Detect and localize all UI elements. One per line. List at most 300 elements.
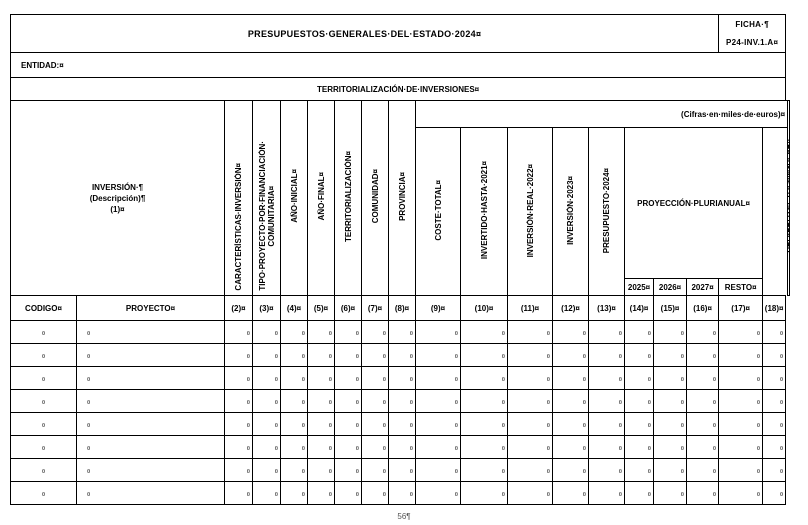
cell-mark: ¤ <box>454 376 458 383</box>
cell-mark: ¤ <box>454 353 458 360</box>
cell-mark: ¤ <box>274 399 278 406</box>
table-row <box>11 367 790 390</box>
col-num: (8)¤ <box>389 296 416 321</box>
proyecto-cell[interactable] <box>77 436 225 459</box>
value-cell[interactable] <box>719 413 763 436</box>
cell-mark: ¤ <box>454 491 458 498</box>
value-cell[interactable] <box>416 344 461 367</box>
col-num: (18)¤ <box>763 296 786 321</box>
value-cell[interactable] <box>281 482 308 505</box>
col-territorializacion: TERRITORIALIZACIÓN¤ <box>335 101 362 296</box>
value-cell[interactable] <box>589 482 625 505</box>
cell-mark: ¤ <box>355 491 359 498</box>
value-cell[interactable] <box>763 367 786 390</box>
cell-mark: ¤ <box>618 376 622 383</box>
cell-mark: ¤ <box>501 353 505 360</box>
proyecto-cell[interactable] <box>77 390 225 413</box>
cell-mark: ¤ <box>409 330 413 337</box>
cell-mark: ¤ <box>382 422 386 429</box>
cell-mark: ¤ <box>355 399 359 406</box>
value-cell[interactable] <box>654 436 687 459</box>
value-cell[interactable] <box>654 344 687 367</box>
cell-mark: ¤ <box>712 330 717 337</box>
value-cell[interactable] <box>763 390 786 413</box>
cell-mark: ¤ <box>582 330 586 337</box>
value-cell[interactable] <box>281 390 308 413</box>
col-num: (7)¤ <box>362 296 389 321</box>
cell-mark: ¤ <box>87 468 91 475</box>
value-cell[interactable] <box>281 413 308 436</box>
cell-mark: ¤ <box>618 422 622 429</box>
cell-mark: ¤ <box>582 491 586 498</box>
cell-mark: ¤ <box>501 468 505 475</box>
cell-mark: ¤ <box>779 468 784 475</box>
cell-mark: ¤ <box>712 399 717 406</box>
cell-mark: ¤ <box>454 422 458 429</box>
inversion-num: (1)¤ <box>110 204 125 214</box>
value-cell[interactable] <box>335 390 362 413</box>
col-anio-inicial: AÑO·INICIAL¤ <box>281 101 308 296</box>
value-cell[interactable] <box>763 436 786 459</box>
cell-mark: ¤ <box>355 330 359 337</box>
table-row <box>11 321 790 344</box>
value-cell[interactable] <box>416 413 461 436</box>
value-cell[interactable] <box>553 367 589 390</box>
cell-mark: ¤ <box>274 376 278 383</box>
value-cell[interactable] <box>654 413 687 436</box>
codigo-cell[interactable] <box>11 436 77 459</box>
col-num: (14)¤ <box>625 296 654 321</box>
value-cell[interactable] <box>508 344 553 367</box>
cell-mark: ¤ <box>712 445 717 452</box>
cell-mark: ¤ <box>328 376 332 383</box>
col-num: (6)¤ <box>335 296 362 321</box>
value-cell[interactable] <box>225 321 253 344</box>
proyecto-cell[interactable] <box>77 482 225 505</box>
value-cell[interactable] <box>719 436 763 459</box>
col-tipo-singular <box>788 101 790 296</box>
value-cell[interactable] <box>225 482 253 505</box>
codigo-cell[interactable] <box>11 482 77 505</box>
cell-mark: ¤ <box>355 422 359 429</box>
value-cell[interactable] <box>253 367 281 390</box>
cell-mark: ¤ <box>87 422 91 429</box>
cell-mark: ¤ <box>582 445 586 452</box>
value-cell[interactable] <box>687 459 719 482</box>
cell-mark: ¤ <box>328 422 332 429</box>
value-cell[interactable] <box>553 459 589 482</box>
col-num: (4)¤ <box>281 296 308 321</box>
value-cell[interactable] <box>687 390 719 413</box>
value-cell[interactable] <box>625 390 654 413</box>
col-coste-total: COSTE·TOTAL¤ <box>416 128 461 296</box>
value-cell[interactable] <box>362 367 389 390</box>
cell-mark: ¤ <box>546 376 550 383</box>
cell-mark: ¤ <box>41 422 46 429</box>
value-cell[interactable] <box>281 344 308 367</box>
cell-mark: ¤ <box>274 445 278 452</box>
value-cell[interactable] <box>687 367 719 390</box>
cell-mark: ¤ <box>680 376 684 383</box>
cell-mark: ¤ <box>328 445 332 452</box>
cell-mark: ¤ <box>246 445 250 452</box>
cell-mark: ¤ <box>712 422 717 429</box>
value-cell[interactable] <box>654 459 687 482</box>
value-cell[interactable] <box>687 344 719 367</box>
value-cell[interactable] <box>362 344 389 367</box>
cell-mark: ¤ <box>87 445 91 452</box>
value-cell[interactable] <box>362 413 389 436</box>
cell-mark: ¤ <box>301 330 305 337</box>
value-cell[interactable] <box>589 367 625 390</box>
cell-mark: ¤ <box>382 445 386 452</box>
cell-mark: ¤ <box>382 330 386 337</box>
cell-mark: ¤ <box>301 399 305 406</box>
value-cell[interactable] <box>553 390 589 413</box>
inversion-label: INVERSIÓN·¶ <box>91 182 144 192</box>
value-cell[interactable] <box>416 367 461 390</box>
value-cell[interactable] <box>389 459 416 482</box>
year-2027: 2027¤ <box>687 279 719 296</box>
value-cell[interactable] <box>308 344 335 367</box>
value-cell[interactable] <box>719 344 763 367</box>
value-cell[interactable] <box>763 482 786 505</box>
value-cell[interactable] <box>308 390 335 413</box>
value-cell[interactable] <box>253 459 281 482</box>
value-cell[interactable] <box>416 459 461 482</box>
value-cell[interactable] <box>308 482 335 505</box>
proyecto-cell[interactable] <box>77 413 225 436</box>
value-cell[interactable] <box>625 367 654 390</box>
value-cell[interactable] <box>308 367 335 390</box>
value-cell[interactable] <box>625 482 654 505</box>
value-cell[interactable] <box>654 321 687 344</box>
value-cell[interactable] <box>225 436 253 459</box>
cell-mark: ¤ <box>712 468 717 475</box>
cell-mark: ¤ <box>246 353 250 360</box>
value-cell[interactable] <box>308 413 335 436</box>
entity-label: ENTIDAD:¤ <box>11 53 786 78</box>
section-row <box>11 78 790 101</box>
value-cell[interactable] <box>508 436 553 459</box>
proyecto-cell[interactable] <box>77 321 225 344</box>
proyecto-cell[interactable] <box>77 367 225 390</box>
value-cell[interactable] <box>763 321 786 344</box>
cell-mark: ¤ <box>328 353 332 360</box>
value-cell[interactable] <box>553 436 589 459</box>
value-cell[interactable] <box>553 413 589 436</box>
value-cell[interactable] <box>461 459 508 482</box>
cell-mark: ¤ <box>274 330 278 337</box>
value-cell[interactable] <box>362 482 389 505</box>
value-cell[interactable] <box>335 436 362 459</box>
cell-mark: ¤ <box>382 491 386 498</box>
cell-mark: ¤ <box>680 399 684 406</box>
cell-mark: ¤ <box>87 399 91 406</box>
value-cell[interactable] <box>461 436 508 459</box>
col-caracteristicas: CARACTERÍSTICAS·INVERSIÓN¤ <box>225 101 253 296</box>
value-cell[interactable] <box>763 459 786 482</box>
cell-mark: ¤ <box>618 353 622 360</box>
value-cell[interactable] <box>225 459 253 482</box>
cell-mark: ¤ <box>246 330 250 337</box>
cell-mark: ¤ <box>779 330 784 337</box>
value-cell[interactable] <box>225 413 253 436</box>
year-resto: RESTO¤ <box>719 279 763 296</box>
value-cell[interactable] <box>335 321 362 344</box>
value-cell[interactable] <box>719 459 763 482</box>
value-cell[interactable] <box>335 482 362 505</box>
col-num: (11)¤ <box>508 296 553 321</box>
value-cell[interactable] <box>589 344 625 367</box>
value-cell[interactable] <box>687 482 719 505</box>
value-cell[interactable] <box>719 482 763 505</box>
col-num: (16)¤ <box>687 296 719 321</box>
value-cell[interactable] <box>508 482 553 505</box>
value-cell[interactable] <box>281 321 308 344</box>
table-row <box>11 413 790 436</box>
value-cell[interactable] <box>225 367 253 390</box>
cell-mark: ¤ <box>87 491 91 498</box>
cell-mark: ¤ <box>756 399 761 406</box>
value-cell[interactable] <box>461 344 508 367</box>
value-cell[interactable] <box>416 482 461 505</box>
value-cell[interactable] <box>389 390 416 413</box>
value-cell[interactable] <box>589 321 625 344</box>
ficha-label: FICHA·¶ <box>735 19 769 29</box>
codigo-cell[interactable] <box>11 367 77 390</box>
value-cell[interactable] <box>508 367 553 390</box>
cell-mark: ¤ <box>712 491 717 498</box>
value-cell[interactable] <box>508 459 553 482</box>
cell-mark: ¤ <box>301 376 305 383</box>
cell-mark: ¤ <box>546 399 550 406</box>
cell-mark: ¤ <box>618 491 622 498</box>
value-cell[interactable] <box>589 413 625 436</box>
value-cell[interactable] <box>763 413 786 436</box>
cell-mark: ¤ <box>454 445 458 452</box>
cell-mark: ¤ <box>501 330 505 337</box>
cell-mark: ¤ <box>301 491 305 498</box>
cell-mark: ¤ <box>409 491 413 498</box>
cell-mark: ¤ <box>409 422 413 429</box>
proyeccion-plurianual: PROYECCIÓN·PLURIANUAL¤ <box>625 128 763 279</box>
value-cell[interactable] <box>416 321 461 344</box>
cell-mark: ¤ <box>618 445 622 452</box>
value-cell[interactable] <box>719 390 763 413</box>
value-cell[interactable] <box>461 390 508 413</box>
cell-mark: ¤ <box>647 399 651 406</box>
value-cell[interactable] <box>508 413 553 436</box>
value-cell[interactable] <box>589 459 625 482</box>
value-cell[interactable] <box>308 459 335 482</box>
cell-mark: ¤ <box>546 330 550 337</box>
title-row <box>11 15 790 53</box>
codigo-cell[interactable] <box>11 413 77 436</box>
value-cell[interactable] <box>335 413 362 436</box>
cell-mark: ¤ <box>680 468 684 475</box>
value-cell[interactable] <box>253 344 281 367</box>
codigo-cell[interactable] <box>11 459 77 482</box>
value-cell[interactable] <box>719 367 763 390</box>
value-cell[interactable] <box>253 321 281 344</box>
value-cell[interactable] <box>625 413 654 436</box>
cell-mark: ¤ <box>680 330 684 337</box>
cell-mark: ¤ <box>501 399 505 406</box>
cell-mark: ¤ <box>355 445 359 452</box>
col-tipo-financiacion: TIPO·PROYECTO·POR·FINANCIACIÓN· COMUNITARIA¤ <box>253 101 281 296</box>
cell-mark: ¤ <box>546 353 550 360</box>
cell-mark: ¤ <box>41 445 46 452</box>
cell-mark: ¤ <box>647 422 651 429</box>
cell-mark: ¤ <box>301 445 305 452</box>
value-cell[interactable] <box>461 482 508 505</box>
value-cell[interactable] <box>461 321 508 344</box>
value-cell[interactable] <box>225 390 253 413</box>
col-num: (9)¤ <box>416 296 461 321</box>
cell-mark: ¤ <box>712 376 717 383</box>
value-cell[interactable] <box>654 390 687 413</box>
codigo-cell[interactable] <box>11 390 77 413</box>
value-cell[interactable] <box>308 321 335 344</box>
value-cell[interactable] <box>625 321 654 344</box>
cell-mark: ¤ <box>355 376 359 383</box>
cell-mark: ¤ <box>618 468 622 475</box>
cell-mark: ¤ <box>454 330 458 337</box>
value-cell[interactable] <box>389 367 416 390</box>
value-cell[interactable] <box>389 413 416 436</box>
value-cell[interactable] <box>508 321 553 344</box>
cell-mark: ¤ <box>274 491 278 498</box>
value-cell[interactable] <box>335 344 362 367</box>
value-cell[interactable] <box>719 321 763 344</box>
value-cell[interactable] <box>253 436 281 459</box>
cell-mark: ¤ <box>87 353 91 360</box>
cell-mark: ¤ <box>41 376 46 383</box>
value-cell[interactable] <box>416 436 461 459</box>
cell-mark: ¤ <box>680 422 684 429</box>
table-row <box>11 459 790 482</box>
cell-mark: ¤ <box>546 422 550 429</box>
value-cell[interactable] <box>553 344 589 367</box>
cell-mark: ¤ <box>382 353 386 360</box>
cell-mark: ¤ <box>87 330 91 337</box>
value-cell[interactable] <box>763 344 786 367</box>
value-cell[interactable] <box>654 367 687 390</box>
value-cell[interactable] <box>253 390 281 413</box>
cell-mark: ¤ <box>756 422 761 429</box>
value-cell[interactable] <box>553 482 589 505</box>
cell-mark: ¤ <box>618 399 622 406</box>
value-cell[interactable] <box>281 436 308 459</box>
value-cell[interactable] <box>625 436 654 459</box>
cell-mark: ¤ <box>546 468 550 475</box>
value-cell[interactable] <box>389 436 416 459</box>
cell-mark: ¤ <box>756 330 761 337</box>
value-cell[interactable] <box>389 344 416 367</box>
value-cell[interactable] <box>687 413 719 436</box>
value-cell[interactable] <box>687 436 719 459</box>
cell-mark: ¤ <box>501 445 505 452</box>
section-title: TERRITORIALIZACIÓN·DE·INVERSIONES¤ <box>11 78 786 101</box>
value-cell[interactable] <box>416 390 461 413</box>
value-cell[interactable] <box>508 390 553 413</box>
cell-mark: ¤ <box>382 399 386 406</box>
cell-mark: ¤ <box>546 491 550 498</box>
cell-mark: ¤ <box>582 353 586 360</box>
value-cell[interactable] <box>253 413 281 436</box>
value-cell[interactable] <box>281 367 308 390</box>
cell-mark: ¤ <box>382 468 386 475</box>
value-cell[interactable] <box>225 344 253 367</box>
col-inversion-real-2022: INVERSIÓN·REAL·2022¤ <box>508 128 553 296</box>
cell-mark: ¤ <box>756 376 761 383</box>
cell-mark: ¤ <box>409 376 413 383</box>
value-cell[interactable] <box>335 367 362 390</box>
value-cell[interactable] <box>461 367 508 390</box>
value-cell[interactable] <box>362 321 389 344</box>
cell-mark: ¤ <box>328 330 332 337</box>
value-cell[interactable] <box>589 436 625 459</box>
cell-mark: ¤ <box>274 353 278 360</box>
cell-mark: ¤ <box>582 399 586 406</box>
col-inversion-2023: INVERSIÓN·2023¤ <box>553 128 589 296</box>
value-cell[interactable] <box>389 321 416 344</box>
code-row <box>11 296 790 321</box>
value-cell[interactable] <box>253 482 281 505</box>
cell-mark: ¤ <box>41 468 46 475</box>
cell-mark: ¤ <box>41 330 46 337</box>
cell-mark: ¤ <box>409 445 413 452</box>
value-cell[interactable] <box>362 459 389 482</box>
value-cell[interactable] <box>625 459 654 482</box>
cell-mark: ¤ <box>274 468 278 475</box>
value-cell[interactable] <box>625 344 654 367</box>
value-cell[interactable] <box>308 436 335 459</box>
value-cell[interactable] <box>461 413 508 436</box>
proyecto-cell[interactable] <box>77 459 225 482</box>
cell-mark: ¤ <box>454 399 458 406</box>
value-cell[interactable] <box>362 436 389 459</box>
cell-mark: ¤ <box>246 468 250 475</box>
value-cell[interactable] <box>335 459 362 482</box>
col-num: (15)¤ <box>654 296 687 321</box>
cell-mark: ¤ <box>582 422 586 429</box>
cell-mark: ¤ <box>647 468 651 475</box>
cell-mark: ¤ <box>647 445 651 452</box>
value-cell[interactable] <box>589 390 625 413</box>
cell-mark: ¤ <box>328 468 332 475</box>
value-cell[interactable] <box>281 459 308 482</box>
value-cell[interactable] <box>389 482 416 505</box>
cell-mark: ¤ <box>501 491 505 498</box>
table-row <box>11 344 790 367</box>
value-cell[interactable] <box>553 321 589 344</box>
codigo-cell[interactable] <box>11 321 77 344</box>
value-cell[interactable] <box>687 321 719 344</box>
proyecto-cell[interactable] <box>77 344 225 367</box>
cell-mark: ¤ <box>712 353 717 360</box>
value-cell[interactable] <box>362 390 389 413</box>
col-num: (17)¤ <box>719 296 763 321</box>
cell-mark: ¤ <box>582 468 586 475</box>
col-comunidad: COMUNIDAD¤ <box>362 101 389 296</box>
codigo-cell[interactable] <box>11 344 77 367</box>
cell-mark: ¤ <box>647 353 651 360</box>
codigo-header: CODIGO¤ <box>11 296 77 321</box>
cell-mark: ¤ <box>41 399 46 406</box>
value-cell[interactable] <box>654 482 687 505</box>
